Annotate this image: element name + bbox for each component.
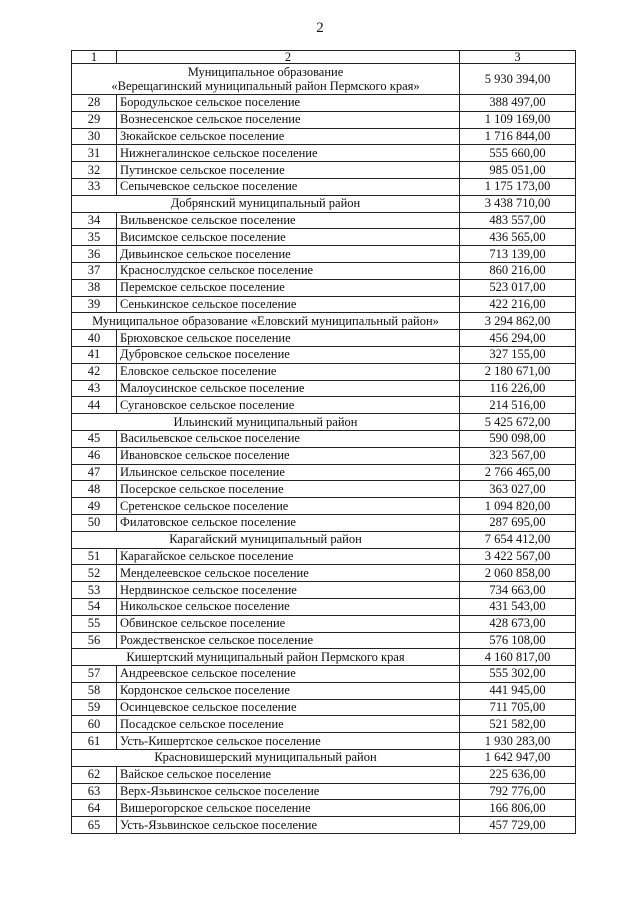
settlement-row — [72, 296, 576, 313]
column-header-number: 1 — [72, 51, 117, 64]
district-amount: 5 425 672,00 — [460, 414, 576, 431]
district-row — [72, 313, 576, 330]
settlement-row — [72, 548, 576, 565]
settlement-name: Усть-Язьвинское сельское поселение — [117, 817, 460, 834]
district-amount: 7 654 412,00 — [460, 531, 576, 548]
district-name: Ильинский муниципальный район — [72, 414, 460, 431]
settlement-amount: 1 175 173,00 — [460, 178, 576, 195]
row-number: 41 — [72, 346, 117, 363]
row-number: 35 — [72, 229, 117, 246]
row-number: 37 — [72, 262, 117, 279]
settlement-name: Нердвинское сельское поселение — [117, 582, 460, 599]
row-number: 44 — [72, 397, 117, 414]
settlement-amount: 792 776,00 — [460, 783, 576, 800]
row-number: 56 — [72, 632, 117, 649]
district-amount: 1 642 947,00 — [460, 750, 576, 767]
row-number: 43 — [72, 380, 117, 397]
settlement-row — [72, 95, 576, 112]
row-number: 47 — [72, 464, 117, 481]
settlement-row — [72, 178, 576, 195]
row-number: 31 — [72, 145, 117, 162]
district-row — [72, 414, 576, 431]
district-name: Кишертский муниципальный район Пермского края — [72, 649, 460, 666]
district-amount: 4 160 817,00 — [460, 649, 576, 666]
settlement-row — [72, 598, 576, 615]
district-name: Добрянский муниципальный район — [72, 195, 460, 212]
settlement-row — [72, 212, 576, 229]
settlement-name: Карагайское сельское поселение — [117, 548, 460, 565]
settlement-name: Васильевское сельское поселение — [117, 430, 460, 447]
settlement-row — [72, 262, 576, 279]
row-number: 38 — [72, 279, 117, 296]
settlement-name: Ивановское сельское поселение — [117, 447, 460, 464]
settlement-amount: 363 027,00 — [460, 481, 576, 498]
settlement-amount: 214 516,00 — [460, 397, 576, 414]
settlement-amount: 555 660,00 — [460, 145, 576, 162]
row-number: 42 — [72, 363, 117, 380]
settlement-row — [72, 514, 576, 531]
settlement-amount: 985 051,00 — [460, 162, 576, 179]
settlement-row — [72, 346, 576, 363]
row-number: 59 — [72, 699, 117, 716]
settlement-amount: 457 729,00 — [460, 817, 576, 834]
settlement-name: Сретенское сельское поселение — [117, 498, 460, 515]
column-header-row — [72, 51, 576, 64]
settlement-row — [72, 111, 576, 128]
row-number: 29 — [72, 111, 117, 128]
settlement-amount: 1 930 283,00 — [460, 733, 576, 750]
settlement-row — [72, 699, 576, 716]
row-number: 45 — [72, 430, 117, 447]
settlement-row — [72, 582, 576, 599]
settlement-name: Вознесенское сельское поселение — [117, 111, 460, 128]
settlement-name: Сепычевское сельское поселение — [117, 178, 460, 195]
settlement-row — [72, 733, 576, 750]
settlement-amount: 555 302,00 — [460, 666, 576, 683]
settlement-amount: 523 017,00 — [460, 279, 576, 296]
settlement-name: Нижнегалинское сельское поселение — [117, 145, 460, 162]
settlement-name: Ильинское сельское поселение — [117, 464, 460, 481]
row-number: 30 — [72, 128, 117, 145]
settlement-name: Брюховское сельское поселение — [117, 330, 460, 347]
district-row — [72, 531, 576, 548]
settlement-amount: 327 155,00 — [460, 346, 576, 363]
settlement-amount: 323 567,00 — [460, 447, 576, 464]
settlement-name: Перемское сельское поселение — [117, 279, 460, 296]
settlement-name: Никольское сельское поселение — [117, 598, 460, 615]
settlement-amount: 1 109 169,00 — [460, 111, 576, 128]
settlement-row — [72, 817, 576, 834]
settlement-row — [72, 481, 576, 498]
settlement-amount: 116 226,00 — [460, 380, 576, 397]
row-number: 36 — [72, 246, 117, 263]
settlement-name: Посадское сельское поселение — [117, 716, 460, 733]
settlement-amount: 590 098,00 — [460, 430, 576, 447]
settlement-row — [72, 464, 576, 481]
district-amount: 3 438 710,00 — [460, 195, 576, 212]
row-number: 52 — [72, 565, 117, 582]
column-header-amount: 3 — [460, 51, 576, 64]
settlement-amount: 2 766 465,00 — [460, 464, 576, 481]
district-name: Муниципальное образование «Верещагинский муниципальный район Пермского края» — [72, 64, 460, 95]
settlement-amount: 483 557,00 — [460, 212, 576, 229]
settlement-amount: 422 216,00 — [460, 296, 576, 313]
settlement-name: Вильвенское сельское поселение — [117, 212, 460, 229]
settlement-amount: 2 180 671,00 — [460, 363, 576, 380]
row-number: 53 — [72, 582, 117, 599]
settlement-amount: 713 139,00 — [460, 246, 576, 263]
row-number: 55 — [72, 615, 117, 632]
district-amount: 5 930 394,00 — [460, 64, 576, 95]
settlement-name: Посерское сельское поселение — [117, 481, 460, 498]
settlement-amount: 1 094 820,00 — [460, 498, 576, 515]
settlement-row — [72, 615, 576, 632]
settlement-name: Кордонское сельское поселение — [117, 682, 460, 699]
settlement-row — [72, 783, 576, 800]
settlement-amount: 2 060 858,00 — [460, 565, 576, 582]
settlement-name: Филатовское сельское поселение — [117, 514, 460, 531]
settlement-row — [72, 128, 576, 145]
settlement-name: Верх-Язьвинское сельское поселение — [117, 783, 460, 800]
settlement-name: Еловское сельское поселение — [117, 363, 460, 380]
row-number: 62 — [72, 766, 117, 783]
settlement-row — [72, 162, 576, 179]
row-number: 32 — [72, 162, 117, 179]
settlement-row — [72, 145, 576, 162]
settlement-name: Путинское сельское поселение — [117, 162, 460, 179]
row-number: 39 — [72, 296, 117, 313]
settlement-name: Обвинское сельское поселение — [117, 615, 460, 632]
row-number: 60 — [72, 716, 117, 733]
settlement-row — [72, 330, 576, 347]
settlement-amount: 521 582,00 — [460, 716, 576, 733]
settlement-name: Осинцевское сельское поселение — [117, 699, 460, 716]
settlement-row — [72, 666, 576, 683]
settlement-name: Андреевское сельское поселение — [117, 666, 460, 683]
settlement-name: Зюкайское сельское поселение — [117, 128, 460, 145]
settlement-row — [72, 397, 576, 414]
settlement-amount: 436 565,00 — [460, 229, 576, 246]
row-number: 65 — [72, 817, 117, 834]
settlement-name: Висимское сельское поселение — [117, 229, 460, 246]
settlement-amount: 1 716 844,00 — [460, 128, 576, 145]
settlement-name: Краснослудское сельское поселение — [117, 262, 460, 279]
settlement-amount: 3 422 567,00 — [460, 548, 576, 565]
settlement-amount: 711 705,00 — [460, 699, 576, 716]
settlement-row — [72, 565, 576, 582]
settlement-row — [72, 632, 576, 649]
page-number: 2 — [316, 20, 324, 36]
settlement-amount: 860 216,00 — [460, 262, 576, 279]
row-number: 33 — [72, 178, 117, 195]
row-number: 54 — [72, 598, 117, 615]
allocation-table — [71, 50, 576, 834]
settlement-name: Бородульское сельское поселение — [117, 95, 460, 112]
settlement-name: Сугановское сельское поселение — [117, 397, 460, 414]
district-row — [72, 750, 576, 767]
row-number: 51 — [72, 548, 117, 565]
settlement-name: Сенькинское сельское поселение — [117, 296, 460, 313]
settlement-row — [72, 380, 576, 397]
row-number: 48 — [72, 481, 117, 498]
settlement-name: Малоусинское сельское поселение — [117, 380, 460, 397]
settlement-row — [72, 447, 576, 464]
district-name: Муниципальное образование «Еловский муниципальный район» — [72, 313, 460, 330]
district-row — [72, 195, 576, 212]
settlement-row — [72, 682, 576, 699]
settlement-row — [72, 363, 576, 380]
settlement-name: Рождественское сельское поселение — [117, 632, 460, 649]
settlement-row — [72, 766, 576, 783]
settlement-amount: 225 636,00 — [460, 766, 576, 783]
settlement-row — [72, 716, 576, 733]
settlement-name: Усть-Кишертское сельское поселение — [117, 733, 460, 750]
row-number: 64 — [72, 800, 117, 817]
district-amount: 3 294 862,00 — [460, 313, 576, 330]
settlement-name: Вишерогорское сельское поселение — [117, 800, 460, 817]
district-name: Красновишерский муниципальный район — [72, 750, 460, 767]
settlement-name: Менделеевское сельское поселение — [117, 565, 460, 582]
settlement-amount: 428 673,00 — [460, 615, 576, 632]
row-number: 57 — [72, 666, 117, 683]
settlement-row — [72, 430, 576, 447]
settlement-row — [72, 498, 576, 515]
settlement-amount: 287 695,00 — [460, 514, 576, 531]
settlement-amount: 456 294,00 — [460, 330, 576, 347]
settlement-amount: 431 543,00 — [460, 598, 576, 615]
table-body — [72, 64, 576, 834]
row-number: 40 — [72, 330, 117, 347]
row-number: 49 — [72, 498, 117, 515]
settlement-amount: 166 806,00 — [460, 800, 576, 817]
settlement-amount: 388 497,00 — [460, 95, 576, 112]
column-header-name: 2 — [117, 51, 460, 64]
settlement-row — [72, 229, 576, 246]
district-row — [72, 649, 576, 666]
row-number: 63 — [72, 783, 117, 800]
settlement-row — [72, 800, 576, 817]
settlement-name: Дивьинское сельское поселение — [117, 246, 460, 263]
row-number: 58 — [72, 682, 117, 699]
settlement-row — [72, 246, 576, 263]
row-number: 61 — [72, 733, 117, 750]
settlement-row — [72, 279, 576, 296]
settlement-amount: 441 945,00 — [460, 682, 576, 699]
district-row — [72, 64, 576, 95]
row-number: 50 — [72, 514, 117, 531]
row-number: 46 — [72, 447, 117, 464]
settlement-name: Дубровское сельское поселение — [117, 346, 460, 363]
row-number: 28 — [72, 95, 117, 112]
settlement-amount: 734 663,00 — [460, 582, 576, 599]
row-number: 34 — [72, 212, 117, 229]
district-name: Карагайский муниципальный район — [72, 531, 460, 548]
settlement-name: Вайское сельское поселение — [117, 766, 460, 783]
settlement-amount: 576 108,00 — [460, 632, 576, 649]
